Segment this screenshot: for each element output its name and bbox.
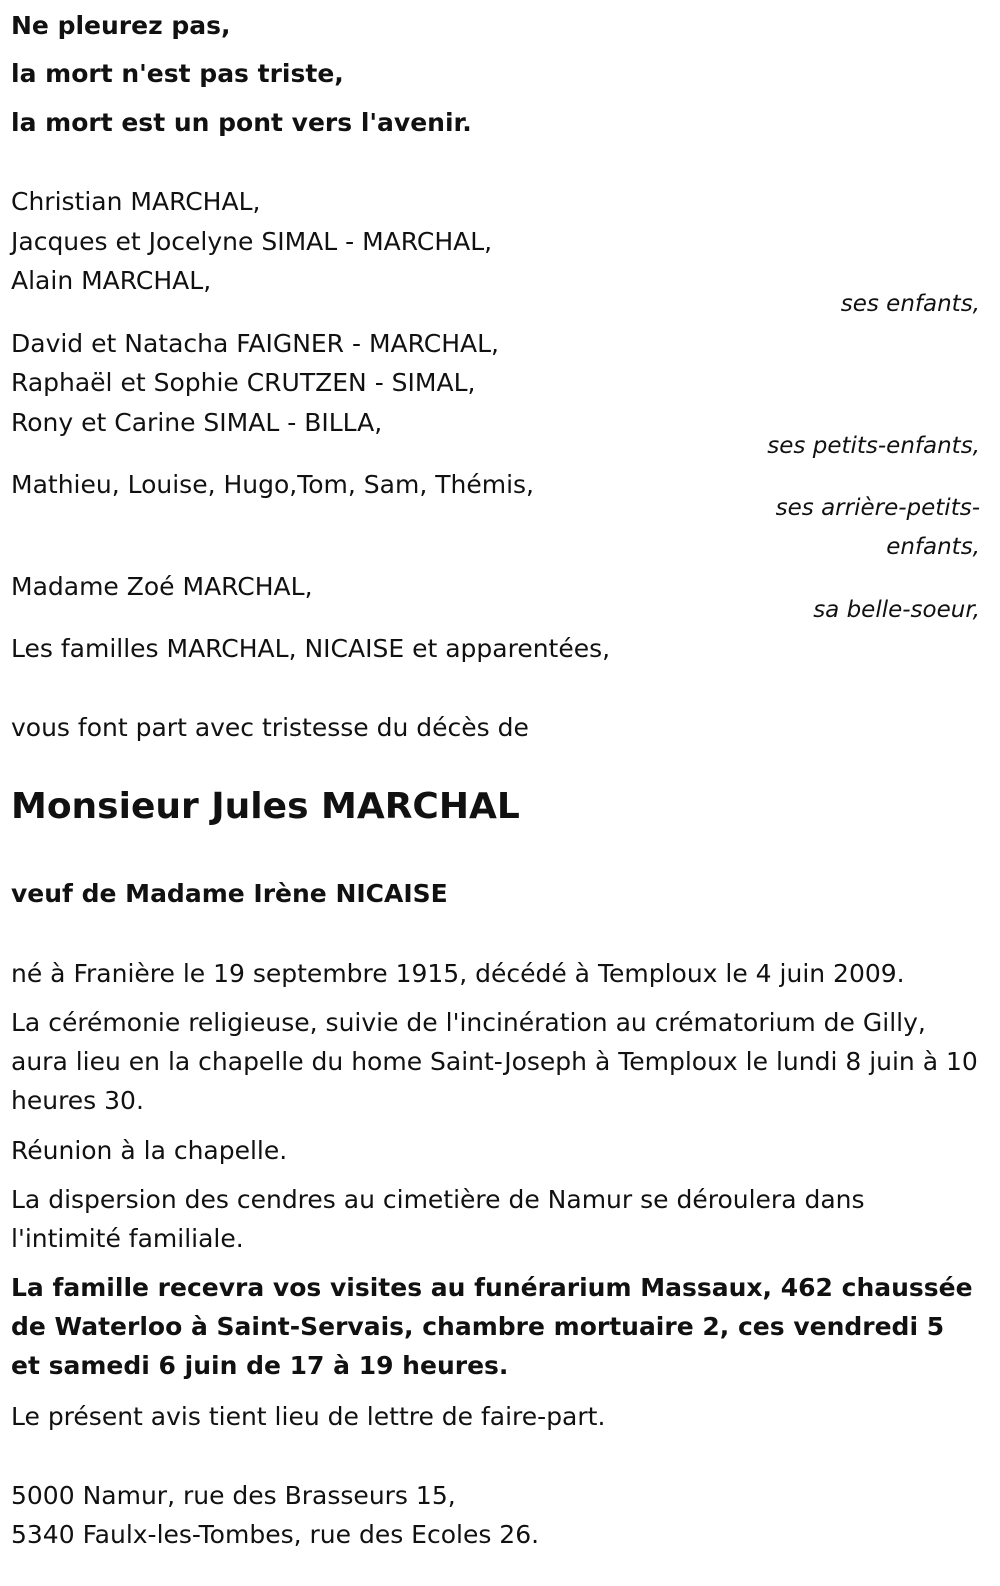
child-name: Christian MARCHAL, (11, 187, 261, 216)
children-role: ses enfants, (840, 291, 980, 317)
notice-line: Le présent avis tient lieu de lettre de faire-part. (11, 1402, 606, 1431)
widower-line: veuf de Madame Irène NICAISE (11, 879, 448, 908)
ceremony-paragraph: La cérémonie religieuse, suivie de l'incinération au crématorium de Gilly, aura lieu en la chapelle du home Saint-Joseph à Temploux le lundi 8 juin à 10 heures 30. (11, 1008, 978, 1115)
obituary-notice (11, 0, 980, 1586)
epigraph-line-1: Ne pleurez pas, (11, 11, 231, 40)
epigraph-line-3: la mort est un pont vers l'avenir. (11, 108, 472, 137)
child-name: Jacques et Jocelyne SIMAL - MARCHAL, (11, 227, 493, 256)
great-grandchildren-role-line-1: ses arrière-petits- (775, 495, 980, 521)
grandchild-name: Raphaël et Sophie CRUTZEN - SIMAL, (11, 368, 476, 397)
sister-in-law-name: Madame Zoé MARCHAL, (11, 572, 313, 601)
ashes-paragraph: La dispersion des cendres au cimetière de Namur se déroulera dans l'intimité familiale. (11, 1185, 865, 1253)
great-grandchildren-role-line-2: enfants, (886, 534, 980, 560)
families-line: Les familles MARCHAL, NICAISE et apparentées, (11, 634, 611, 663)
visits-paragraph: La famille recevra vos visites au funérarium Massaux, 462 chaussée de Waterloo à Saint-Servais, chambre mortuaire 2, ces vendredi 5 et samedi 6 juin de 17 à 19 heures. (11, 1273, 973, 1380)
great-grandchildren-names: Mathieu, Louise, Hugo,Tom, Sam, Thémis, (11, 470, 534, 499)
sister-in-law-role: sa belle-soeur, (813, 597, 980, 623)
reunion-line: Réunion à la chapelle. (11, 1136, 288, 1165)
announcement-line: vous font part avec tristesse du décès de (11, 713, 529, 742)
grandchild-name: David et Natacha FAIGNER - MARCHAL, (11, 329, 500, 358)
grandchild-name: Rony et Carine SIMAL - BILLA, (11, 408, 383, 437)
epigraph-line-2: la mort n'est pas triste, (11, 59, 344, 88)
grandchildren-role: ses petits-enfants, (767, 433, 980, 459)
deceased-name: Monsieur Jules MARCHAL (11, 786, 520, 827)
address-line: 5340 Faulx-les-Tombes, rue des Ecoles 26. (11, 1520, 540, 1549)
child-name: Alain MARCHAL, (11, 266, 212, 295)
address-line: 5000 Namur, rue des Brasseurs 15, (11, 1481, 456, 1510)
birth-death-line: né à Franière le 19 septembre 1915, décédé à Temploux le 4 juin 2009. (11, 959, 905, 988)
